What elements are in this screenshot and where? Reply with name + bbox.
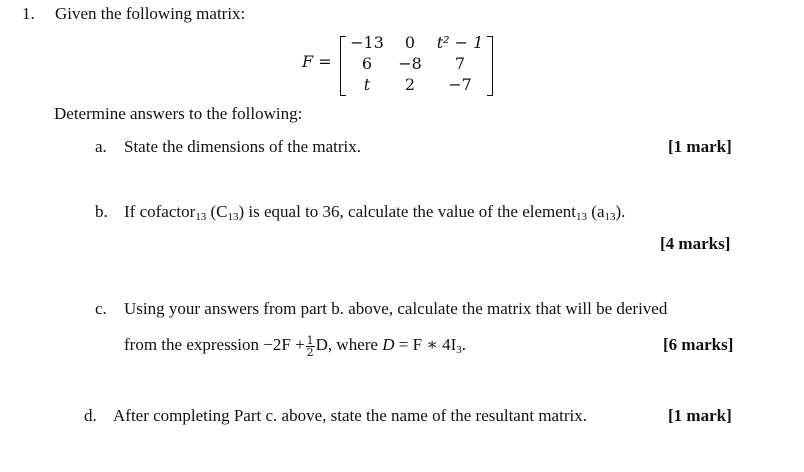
part-c-line1: Using your answers from part b. above, calculate the matrix that will be derived xyxy=(124,299,668,318)
part-a-marks: [1 mark] xyxy=(668,137,732,156)
matrix-cell-2-3: 7 xyxy=(454,54,466,73)
matrix-cell-1-2: 0 xyxy=(404,33,416,52)
matrix-cell-2-2: −8 xyxy=(398,54,422,73)
part-b-letter: b. xyxy=(95,202,108,221)
matrix-cell-2-1: 6 xyxy=(361,54,373,73)
question-intro: Given the following matrix: xyxy=(55,4,246,23)
matrix-cell-1-1: −13 xyxy=(350,33,384,52)
fraction-one-half: $\frac{1}{2}$ xyxy=(306,334,314,359)
part-c-marks: [6 marks] xyxy=(663,335,734,354)
matrix-cell-3-3: −7 xyxy=(448,75,472,94)
matrix-label: F = xyxy=(302,52,332,71)
part-b-marks: [4 marks] xyxy=(660,234,731,253)
part-d-text: After completing Part c. above, state the name of the resultant matrix. xyxy=(113,406,587,425)
part-c-line2: from the expression −2F + $\frac{1}{2}$ D, where D = F ∗ $4I_3$. xyxy=(124,334,467,359)
matrix-cell-1-3: t² − 1 xyxy=(436,33,484,52)
matrix-cell-3-1: t xyxy=(363,75,371,94)
question-number: 1. xyxy=(22,4,35,23)
part-a-text: State the dimensions of the matrix. xyxy=(124,137,362,156)
part-d-letter: d. xyxy=(84,406,97,425)
instruction: Determine answers to the following: xyxy=(54,104,303,123)
part-c-letter: c. xyxy=(95,299,107,318)
part-b-text: If cofactor$_{13}$ $(C_{13})$ is equal to 36, calculate the value of the element$_{13}$ $(a_{13})$. xyxy=(124,202,626,223)
part-a-letter: a. xyxy=(95,137,107,156)
part-d-marks: [1 mark] xyxy=(668,406,732,425)
matrix-cell-3-2: 2 xyxy=(404,75,416,94)
